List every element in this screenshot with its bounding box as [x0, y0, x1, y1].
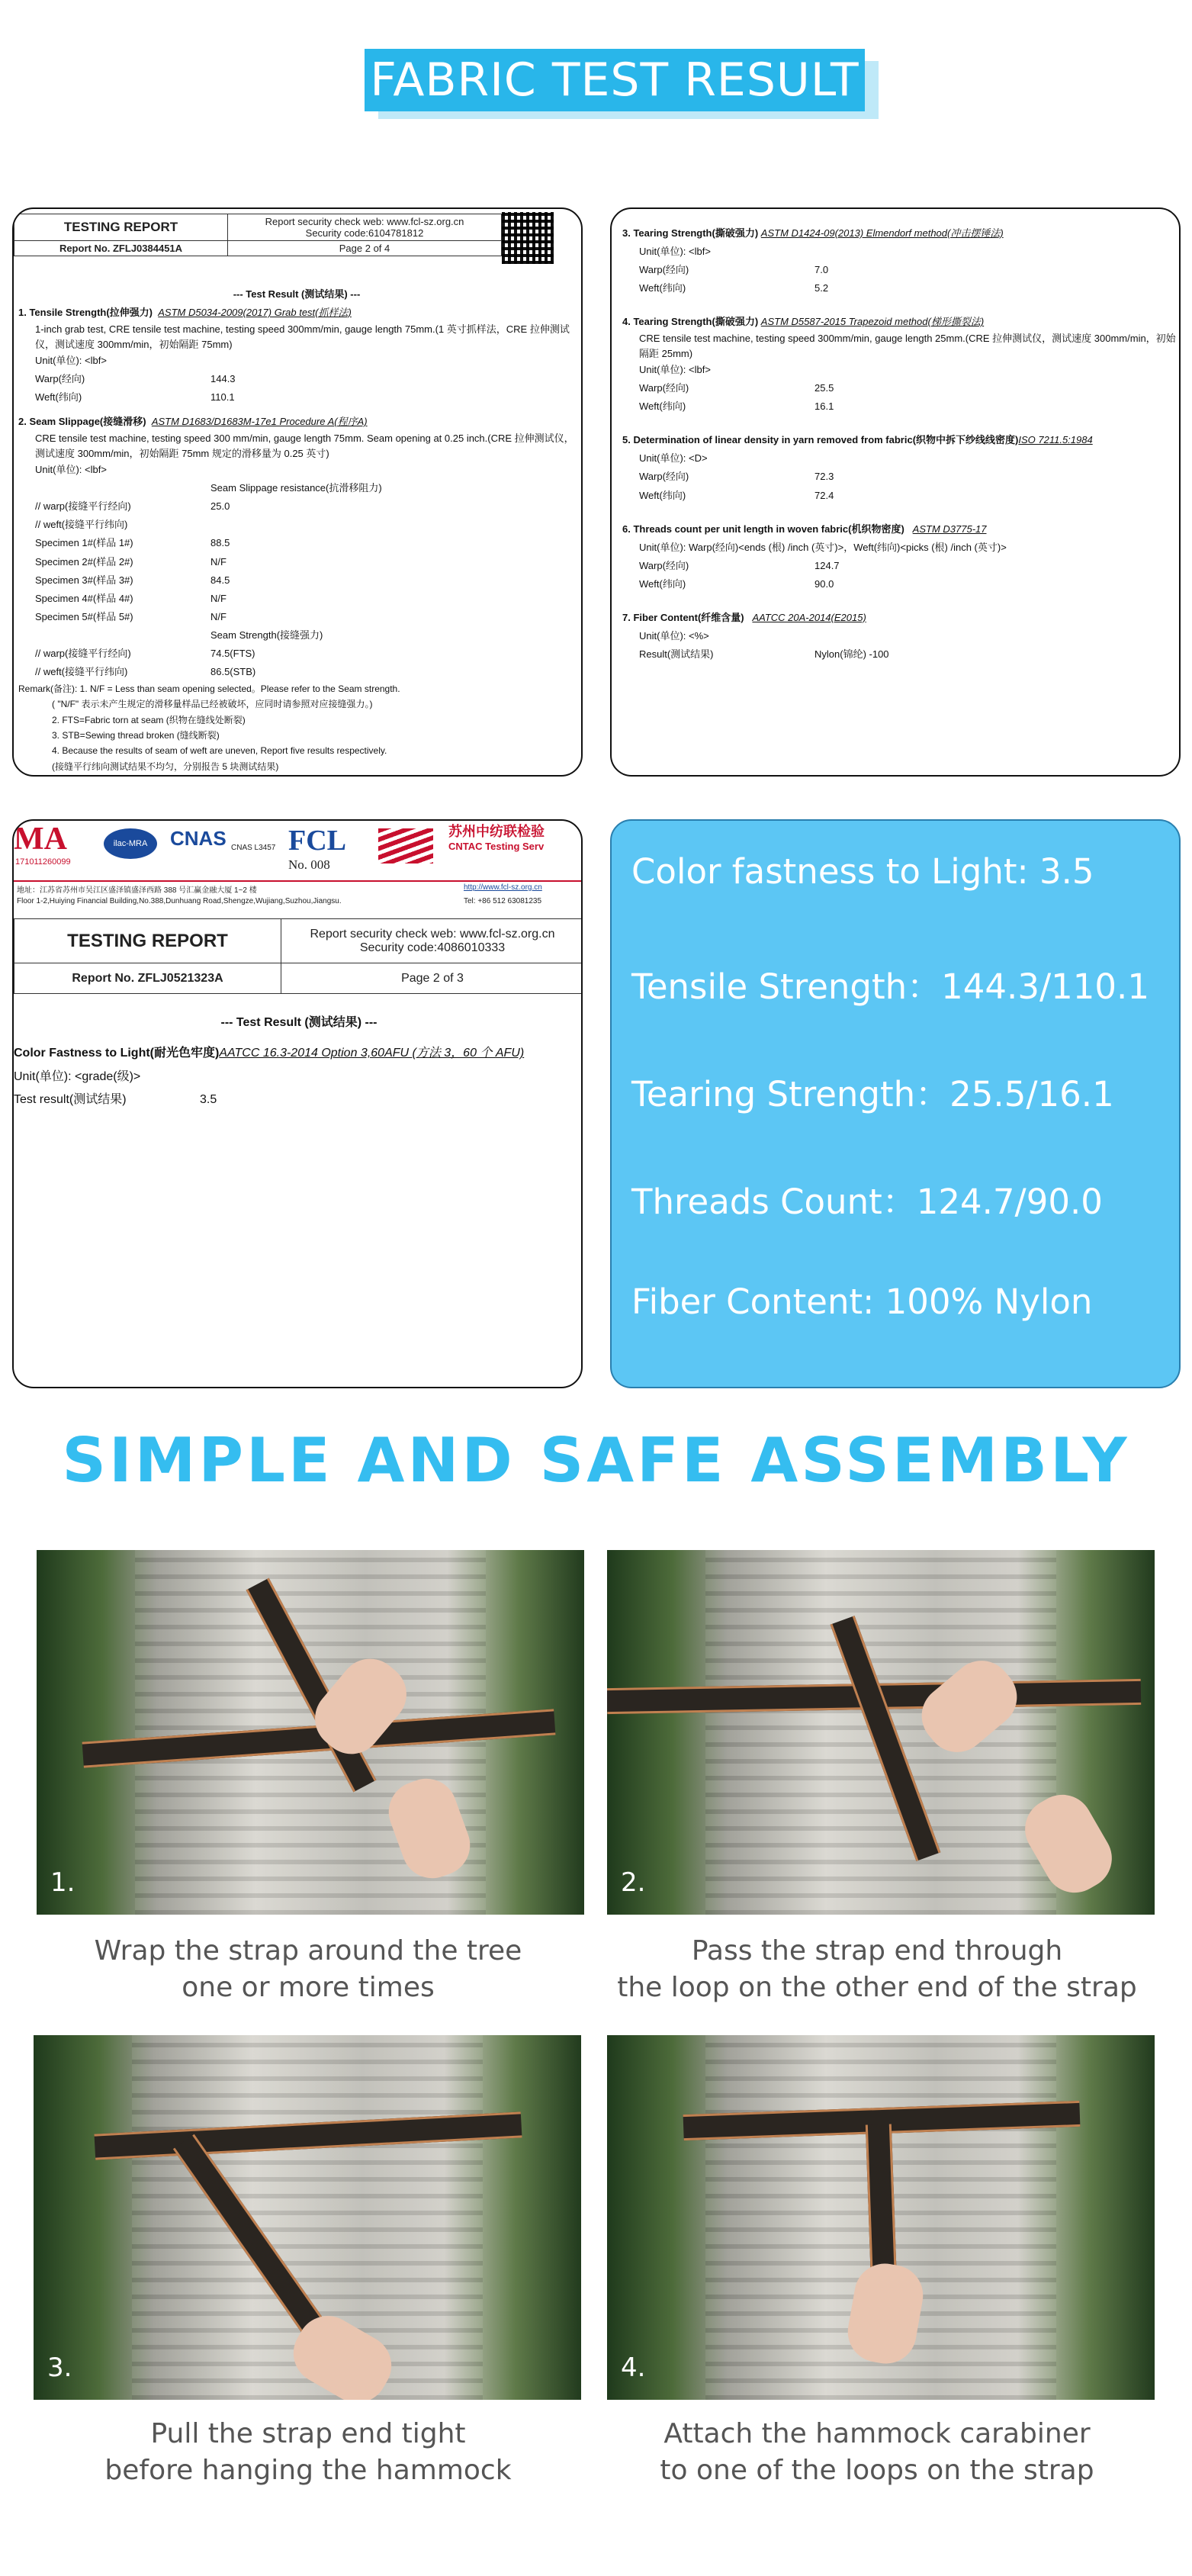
fcl-logo: FCL	[288, 825, 346, 857]
row-label: Warp(经向)	[35, 373, 85, 385]
row-value: 72.3	[814, 471, 834, 483]
value-row	[18, 497, 575, 516]
summary-list	[631, 851, 1149, 1388]
row-value: N/F	[210, 592, 227, 604]
section-heading	[622, 431, 1179, 449]
row-value: 88.5	[210, 537, 230, 549]
remark-line: 2. FTS=Fabric torn at seam (织物在缝线处断裂)	[52, 714, 246, 725]
section-method: AATCC 20A-2014(E2015)	[752, 611, 866, 623]
page-title: FABRIC TEST RESULT	[365, 49, 865, 111]
cnas-logo: CNAS	[170, 827, 227, 850]
testing-report-card-1	[12, 207, 583, 777]
security-info	[228, 214, 502, 241]
section-method: ASTM D5587-2015 Trapezoid method(梯形撕裂法)	[760, 316, 985, 328]
value-row	[622, 575, 1179, 593]
column-header: Seam Slippage resistance(抗滑移阻力)	[210, 482, 382, 494]
remark-line: ( "N/F" 表示未产生规定的滑移量样品已经被破坏，应同时请参照对应接缝强力。)	[52, 699, 373, 710]
unit-text: Unit(单位): <lbf>	[35, 464, 107, 476]
unit-text: Unit(单位): <lbf>	[639, 246, 711, 258]
report-header-table	[14, 918, 583, 994]
report-heading: TESTING REPORT	[14, 919, 281, 963]
unit-text: Unit(单位): <lbf>	[639, 364, 711, 376]
fcl-name: 苏州中纺联检验	[448, 824, 545, 839]
cma-number: 171011260099	[15, 857, 71, 867]
row-value: 110.1	[210, 391, 235, 404]
report-body	[14, 1011, 583, 1112]
section-title: 7. Fiber Content(纤维含量)	[622, 611, 744, 623]
summary-card	[610, 819, 1181, 1388]
value-row	[18, 553, 575, 571]
section-method: ISO 7211.5:1984	[1018, 434, 1093, 446]
step-number: 3.	[47, 2352, 72, 2383]
report-header-table	[14, 214, 502, 256]
row-value: 144.3	[210, 373, 236, 385]
row-value: 84.5	[210, 574, 230, 586]
step-number: 2.	[621, 1867, 646, 1898]
row-label: // warp(接缝平行经向)	[35, 500, 131, 513]
section-title: 6. Threads count per unit length in woven fabric(机织物密度)	[622, 523, 904, 535]
unit-text: Unit(单位): Warp(经向)<ends (根) /inch (英寸)>，Weft(纬向)<picks (根) /inch (英寸)>	[639, 541, 1007, 553]
row-label: Warp(经向)	[639, 264, 689, 276]
value-row	[14, 1089, 583, 1111]
section-method: ASTM D1683/D1683M-17e1 Procedure A(程序A)	[151, 416, 368, 428]
section-heading	[622, 609, 1179, 627]
row-value: 74.5(FTS)	[210, 647, 255, 659]
row-label: Warp(经向)	[639, 382, 689, 394]
row-label: Result(测试结果)	[639, 648, 714, 660]
section-title: 3. Tearing Strength(撕破强力)	[622, 227, 759, 239]
seam-slippage-rows	[18, 497, 575, 626]
caption-line: Pass the strap end through	[691, 1935, 1063, 1967]
step-2-caption	[587, 1933, 1167, 2006]
row-value: N/F	[210, 610, 227, 622]
section-desc: CRE tensile test machine, testing speed 300 mm/min, gauge length 75mm. Seam opening at 0.25 inch.(CRE 拉伸测试仪，测试速度 300mm/min，初始隔距 75mm 规定的滑移量为 0.25 英寸)	[35, 433, 574, 459]
section-desc: CRE tensile test machine, testing speed 300mm/min, gauge length 25mm.(CRE 拉伸测试仪，测试速度 300mm/min，初始隔距 25mm)	[639, 333, 1176, 359]
remarks	[18, 681, 575, 774]
row-value: Nylon(锦纶) -100	[814, 648, 889, 660]
caption-line: one or more times	[182, 1972, 435, 2003]
flag-logo-icon	[378, 828, 433, 863]
row-label: Warp(经向)	[639, 471, 689, 483]
step-4-photo	[607, 2035, 1155, 2400]
section-method: ASTM D5034-2009(2017) Grab test(抓样法)	[158, 307, 352, 319]
step-3-caption	[18, 2416, 598, 2489]
row-label: Specimen 3#(样品 3#)	[35, 574, 133, 586]
unit-text: Unit(单位): <D>	[639, 452, 708, 465]
address-cn: 地址：江苏省苏州市吴江区盛泽镇盛泽西路 388 号汇赢金融大厦 1~2 楼	[17, 886, 257, 895]
step-number: 4.	[621, 2352, 646, 2383]
testing-report-card-2	[610, 207, 1181, 777]
row-label: Weft(纬向)	[639, 577, 686, 590]
value-row	[18, 571, 575, 590]
row-label: // warp(接缝平行经向)	[35, 647, 131, 659]
row-value: N/F	[210, 555, 227, 568]
row-label: Test result(测试结果)	[14, 1093, 127, 1107]
row-value: 7.0	[814, 264, 829, 276]
caption-line: Attach the hammock carabiner	[663, 2418, 1091, 2449]
row-value: 90.0	[814, 577, 834, 590]
cntac-text: CNTAC Testing Serv	[448, 841, 545, 852]
section-heading	[18, 413, 575, 431]
value-row	[18, 663, 575, 681]
result-title: --- Test Result (测试结果) ---	[220, 1016, 378, 1029]
cnas-number: CNAS L3457	[231, 844, 276, 852]
value-row	[622, 487, 1179, 505]
row-label: // weft(接缝平行纬向)	[35, 519, 128, 531]
qr-code-icon	[502, 212, 554, 264]
testing-report-card-3	[12, 819, 583, 1388]
caption-line: Wrap the strap around the tree	[94, 1935, 522, 1967]
value-row	[622, 397, 1179, 416]
row-value: 124.7	[814, 559, 840, 571]
row-label: Specimen 5#(样品 5#)	[35, 610, 133, 622]
title-banner	[365, 49, 880, 121]
report-heading: TESTING REPORT	[14, 214, 228, 241]
row-value: 86.5(STB)	[210, 665, 256, 677]
telephone: Tel: +86 512 63081235	[464, 897, 542, 905]
cma-logo: MA	[14, 822, 67, 857]
section-desc: 1-inch grab test, CRE tensile test machine, testing speed 300mm/min, gauge length 75mm.(1 英寸抓样法，CRE 拉伸测试仪，测试速度 300mm/min，初始隔距 75mm)	[35, 323, 570, 350]
section-heading	[622, 313, 1179, 331]
remark-line: (接缝平行纬向测试结果不均匀，分别报告 5 块测试结果)	[52, 761, 279, 772]
caption-line: Pull the strap end tight	[150, 2418, 466, 2449]
result-title: --- Test Result (测试结果) ---	[233, 288, 361, 300]
step-3-photo	[34, 2035, 581, 2400]
row-label: Weft(纬向)	[639, 282, 686, 294]
report-number: Report No. ZFLJ0521323A	[14, 963, 281, 994]
section-method: ASTM D1424-09(2013) Elmendorf method(冲击摆锤法)	[760, 227, 1004, 239]
section-heading	[14, 1042, 583, 1065]
security-web: Report security check web: www.fcl-sz.org.cn	[265, 216, 464, 227]
value-row	[18, 534, 575, 552]
value-row	[18, 370, 575, 388]
caption-line: the loop on the other end of the strap	[617, 1972, 1137, 2003]
value-row	[622, 557, 1179, 575]
security-web: Report security check web: www.fcl-sz.org.cn	[310, 927, 555, 941]
certification-logos	[14, 821, 583, 918]
security-code: Security code:6104781812	[305, 227, 424, 239]
seam-strength-rows	[18, 645, 575, 681]
section-heading	[18, 304, 575, 322]
value-row	[622, 468, 1179, 486]
section-heading	[622, 224, 1179, 243]
step-2-photo	[607, 1550, 1155, 1915]
security-info	[281, 919, 583, 963]
value-row	[18, 608, 575, 626]
report-page: Page 2 of 3	[281, 963, 583, 994]
row-value: 25.0	[210, 500, 230, 513]
row-label: Specimen 4#(样品 4#)	[35, 592, 133, 604]
row-label: // weft(接缝平行纬向)	[35, 665, 128, 677]
value-row	[622, 379, 1179, 397]
step-1-caption	[18, 1933, 598, 2006]
summary-line: Fiber Content: 100% Nylon	[631, 1282, 1093, 1322]
caption-line: before hanging the hammock	[104, 2455, 512, 2486]
row-label: Weft(纬向)	[639, 489, 686, 501]
value-row	[18, 590, 575, 608]
section-title: 2. Seam Slippage(接缝滑移)	[18, 416, 146, 428]
report-body	[18, 285, 575, 774]
row-value: 5.2	[814, 282, 829, 294]
step-4-caption	[587, 2416, 1167, 2489]
step-1-photo	[37, 1550, 584, 1915]
section-title: Color Fastness to Light(耐光色牢度)	[14, 1047, 220, 1060]
unit-text: Unit(单位): <lbf>	[35, 355, 107, 367]
unit-text: Unit(单位): <grade(级)>	[14, 1069, 141, 1083]
unit-text: Unit(单位): <%>	[639, 629, 709, 642]
row-label: Specimen 1#(样品 1#)	[35, 537, 133, 549]
ilac-mra-logo: ilac-MRA	[104, 828, 157, 859]
row-value: 3.5	[200, 1093, 217, 1107]
section-title: 1. Tensile Strength(拉伸强力)	[18, 307, 153, 319]
summary-line: Color fastness to Light: 3.5	[631, 851, 1094, 892]
value-row	[18, 645, 575, 663]
value-row	[622, 261, 1179, 279]
summary-line: Tensile Strength：144.3/110.1	[631, 966, 1149, 1007]
row-label: Specimen 2#(样品 2#)	[35, 555, 133, 568]
section-title: 5. Determination of linear density in yarn removed from fabric(织物中拆下纱线线密度)	[622, 434, 1019, 446]
column-header: Seam Strength(接缝强力)	[210, 629, 323, 641]
remark-line: 4. Because the results of seam of weft are uneven, Report five results respectively.	[52, 745, 387, 757]
address-en: Floor 1-2,Huiying Financial Building,No.388,Dunhuang Road,Shengze,Wujiang,Suzhou,Jiangsu.	[17, 897, 342, 905]
logo-divider	[14, 880, 583, 882]
remark-line: Remark(备注): 1. N/F = Less than seam opening selected。Please refer to the Seam strength.	[18, 683, 400, 694]
report-number: Report No. ZFLJ0384451A	[14, 241, 228, 256]
value-row	[622, 645, 1179, 664]
value-row	[18, 516, 575, 534]
report-body	[622, 224, 1179, 664]
section-method: ASTM D3775-17	[912, 523, 987, 535]
assembly-title: SIMPLE AND SAFE ASSEMBLY	[62, 1425, 1130, 1496]
row-label: Warp(经向)	[639, 559, 689, 571]
report-page: Page 2 of 4	[228, 241, 502, 256]
remark-line: 3. STB=Sewing thread broken (缝线断裂)	[52, 730, 220, 741]
row-value: 72.4	[814, 489, 834, 501]
fcl-number: No. 008	[288, 857, 330, 872]
website-link[interactable]: http://www.fcl-sz.org.cn	[464, 883, 542, 892]
section-method: AATCC 16.3-2014 Option 3,60AFU (方法 3，60 个 AFU)	[219, 1047, 525, 1060]
row-label: Weft(纬向)	[639, 400, 686, 413]
row-value: 16.1	[814, 400, 834, 413]
row-label: Weft(纬向)	[35, 391, 82, 404]
section-heading	[622, 520, 1179, 539]
summary-line: Threads Count：124.7/90.0	[631, 1182, 1103, 1222]
security-code: Security code:4086010333	[359, 941, 506, 954]
value-row	[622, 279, 1179, 297]
value-row	[18, 388, 575, 407]
row-value: 25.5	[814, 382, 834, 394]
summary-line: Tearing Strength：25.5/16.1	[631, 1074, 1114, 1114]
caption-line: to one of the loops on the strap	[660, 2455, 1094, 2486]
section-title: 4. Tearing Strength(撕破强力)	[622, 316, 759, 328]
step-number: 1.	[50, 1867, 76, 1898]
